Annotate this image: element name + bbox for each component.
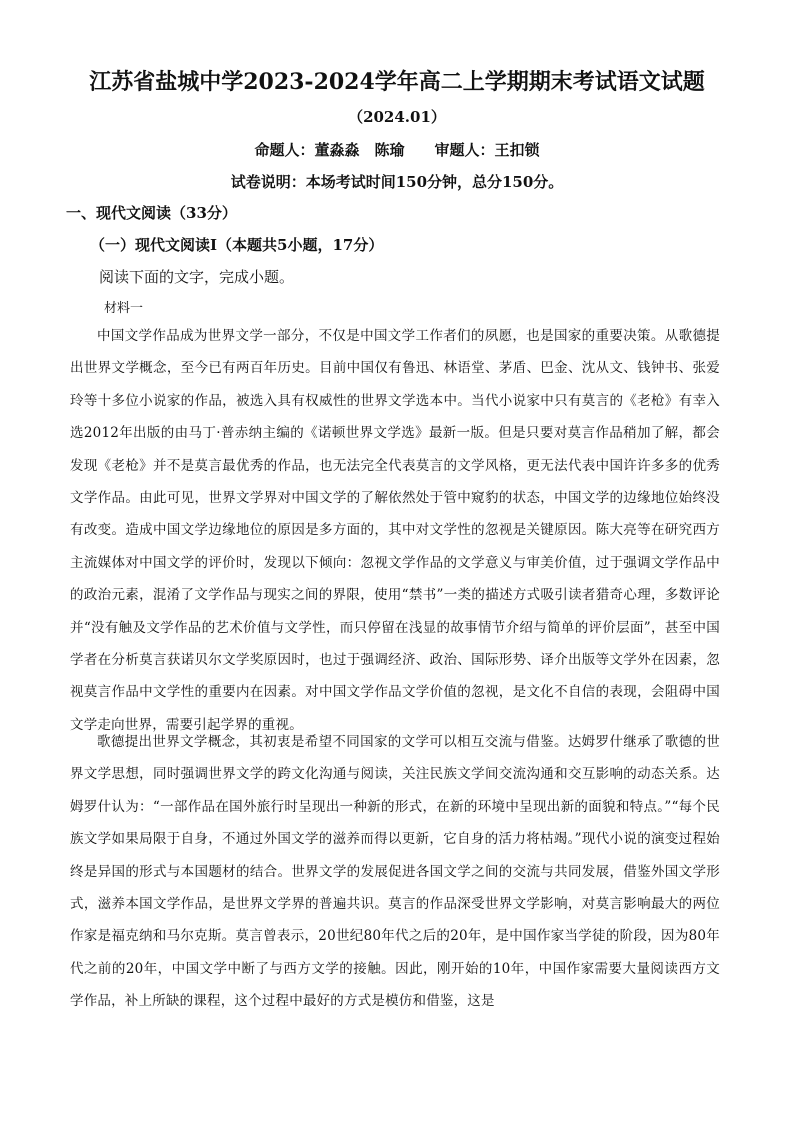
exam-authors: 命题人：董淼淼 陈瑜 审题人：王扣锁 bbox=[254, 141, 540, 159]
exam-date: （2024.01） bbox=[348, 108, 446, 126]
section-heading: 一、现代文阅读（33分） bbox=[66, 204, 237, 222]
exam-instructions: 试卷说明：本场考试时间150分钟，总分150分。 bbox=[230, 173, 564, 191]
reading-instruction: 阅读下面的文字，完成小题。 bbox=[99, 268, 295, 286]
material-label: 材料一 bbox=[104, 301, 144, 316]
subsection-heading: （一）现代文阅读Ⅰ（本题共5小题，17分） bbox=[90, 236, 384, 254]
paragraph-1: 中国文学作品成为世界文学一部分，不仅是中国文学工作者们的夙愿，也是国家的重要决策。从歌德提出世界文学概念，至今已有两百年历史。目前中国仅有鲁迅、林语堂、茅盾、巴金、沈从文、钱钟书、张爱玲等十多位小说家的作品，被选入具有权威性的世界文学选本中。当代小说家中只有莫言的《老枪》有幸入选2012年出版的由马丁·普赤纳主编的《诺顿世界文学选》最新一版。但是只要对莫言作品稍加了解，都会发现《老枪》并不是莫言最优秀的作品，也无法完全代表莫言的文学风格，更无法代表中国许许多多的优秀文学作品。由此可见，世界文学界对中国文学的了解依然处于管中窥豹的状态，中国文学的边缘地位始终没有改变。造成中国文学边缘地位的原因是多方面的，其中对文学性的忽视是关键原因。陈大亮等在研究西方主流媒体对中国文学的评价时，发现以下倾向：忽视文学作品的文学意义与审美价值，过于强调文学作品中的政治元素，混淆了文学作品与现实之间的界限，使用“禁书”一类的描述方式吸引读者猎奇心理，多数评论并“没有触及文学作品的艺术价值与文学性，而只停留在浅显的故事情节介绍与简单的评价层面”，甚至中国学者在分析莫言获诺贝尔文学奖原因时，也过于强调经济、政治、国际形势、译介出版等文学外在因素，忽视莫言作品中文学性的重要内在因素。对中国文学作品文学价值的忽视，是文化不自信的表现，会阻碍中国文学走向世界，需要引起学界的重视。 bbox=[70, 328, 720, 733]
paragraph-2: 歌德提出世界文学概念，其初衷是希望不同国家的文学可以相互交流与借鉴。达姆罗什继承了歌德的世界文学思想，同时强调世界文学的跨文化沟通与阅读，关注民族文学间交流沟通和交互影响的动态关系。达姆罗什认为：“一部作品在国外旅行时呈现出一种新的形式，在新的环境中呈现出新的面貌和特点。”“每个民族文学如果局限于自身，不通过外国文学的滋养而得以更新，它自身的活力将枯竭。”现代小说的演变过程始终是异国的形式与本国题材的结合。世界文学的发展促进各国文学之间的交流与共同发展，借鉴外国文学形式，滋养本国文学作品，是世界文学界的普遍共识。莫言的作品深受世界文学影响，对莫言影响最大的两位作家是福克纳和马尔克斯。莫言曾表示，20世纪80年代之后的20年，是中国作家当学徒的阶段，因为80年代之前的20年，中国文学中断了与西方文学的接触。因此，刚开始的10年，中国作家需要大量阅读西方文学作品，补上所缺的课程，这个过程中最好的方式是模仿和借鉴，这是 bbox=[70, 734, 720, 1010]
exam-title: 江苏省盐城中学2023-2024学年高二上学期期末考试语文试题 bbox=[89, 69, 705, 95]
